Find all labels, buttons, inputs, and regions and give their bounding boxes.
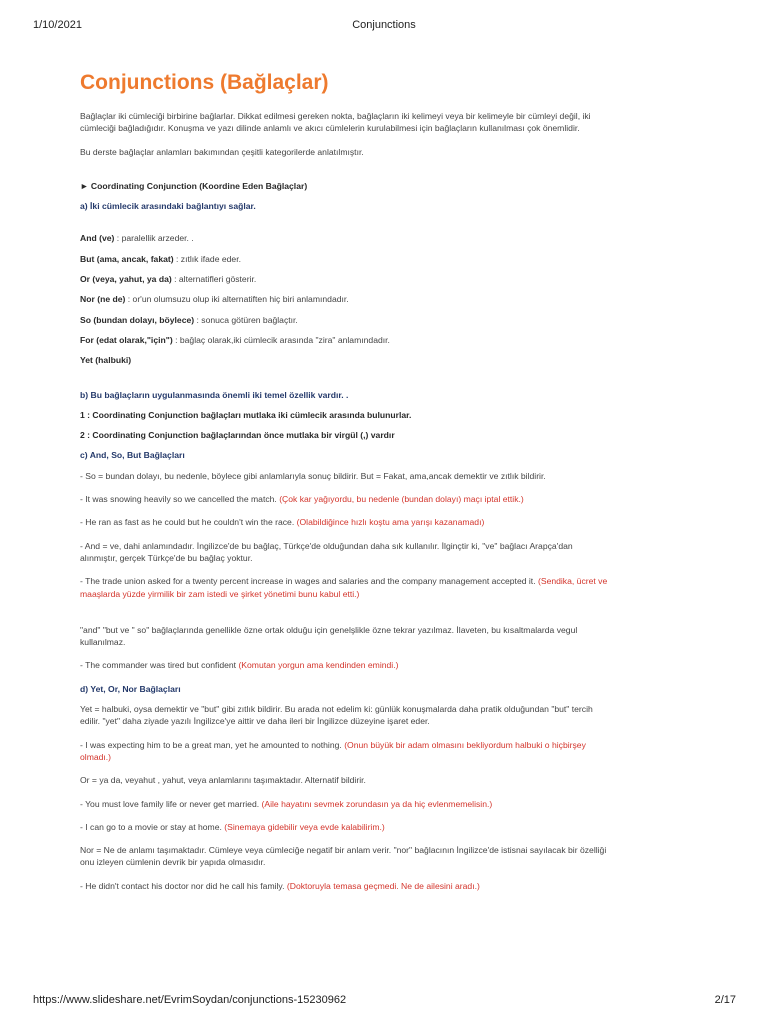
- conj-item: So (bundan dolayı, böylece) : sonuca götüren bağlaçtır.: [80, 314, 298, 325]
- print-date: 1/10/2021: [33, 19, 82, 31]
- example-sentence: - The trade union asked for a twenty percent increase in wages and salaries and the company management accepted it. (Sendika, ücret ve maaşlarda yüzde yirmilik bir zam istedi ve şirket yönetimi bunu kabul etti.): [80, 576, 608, 599]
- section-d-heading: d) Yet, Or, Nor Bağlaçları: [80, 683, 181, 694]
- section-coordinating-heading: ► Coordinating Conjunction (Koordine Eden Bağlaçlar): [80, 180, 308, 191]
- conj-item: Or (veya, yahut, ya da) : alternatifleri gösterir.: [80, 274, 257, 285]
- section-c-heading: c) And, So, But Bağlaçları: [80, 450, 185, 461]
- conj-item: But (ama, ancak, fakat) : zıtlık ifade eder.: [80, 253, 241, 264]
- intro-paragraph: Bağlaçlar iki cümleciği birbirine bağlarlar. Dikkat edilmesi gereken nokta, bağlaçların iki kelimeyi veya bir kelimeyle bir cümleyi değil, iki cümleciği bağladığıdır. Konuşma ve yazı dilinde anlamlı ve akıcı cümlelerin kurulabilmesi için bağlaçların kullanılması çok önemlidir.: [80, 111, 591, 134]
- example-sentence: - You must love family life or never get married. (Aile hayatını sevmek zorundasın ya da hiç evlenmemelisin.): [80, 798, 493, 809]
- conj-item: Nor (ne de) : or'un olumsuzu olup iki alternatiften hiç biri anlamındadır.: [80, 294, 349, 305]
- example-sentence: - It was snowing heavily so we cancelled the match. (Çok kar yağıyordu, bu nedenle (bundan dolayı) maçı iptal ettik.): [80, 494, 524, 505]
- intro-paragraph-2: Bu derste bağlaçlar anlamları bakımından çeşitli kategorilerde anlatılmıştır.: [80, 146, 364, 157]
- conj-item: And (ve) : paralellik arzeder. .: [80, 233, 194, 244]
- rule-1: 1 : Coordinating Conjunction bağlaçları mutlaka iki cümlecik arasında bulunurlar.: [80, 409, 412, 420]
- section-c-paragraph-2: - And = ve, dahi anlamındadır. İngilizce'de bu bağlaç, Türkçe'de olduğundan daha sık kullanılır. İlginçtir ki, "ve" bağlacı Arapça'dan alınmıştır, gerçek Türkçe'de bu bağlaç yoktur.: [80, 540, 573, 563]
- rule-2: 2 : Coordinating Conjunction bağlaçlarından önce mutlaka bir virgül (,) vardır: [80, 430, 395, 441]
- print-header-title: Conjunctions: [352, 19, 416, 31]
- section-d-paragraph-2: Or = ya da, veyahut , yahut, veya anlamlarını taşımaktadır. Alternatif bildirir.: [80, 775, 366, 786]
- example-sentence: - He didn't contact his doctor nor did he call his family. (Doktoruyla temasa geçmedi. Ne de ailesini aradı.): [80, 880, 480, 891]
- section-a-heading: a) İki cümlecik arasındaki bağlantıyı sağlar.: [80, 201, 256, 212]
- conj-item: Yet (halbuki): [80, 355, 132, 366]
- conj-item: For (edat olarak,"için") : bağlaç olarak,iki cümlecik arasında "zira" anlamındadır.: [80, 334, 390, 345]
- example-sentence: - I can go to a movie or stay at home. (Sinemaya gidebilir veya evde kalabilirim.): [80, 821, 385, 832]
- print-footer-url: https://www.slideshare.net/EvrimSoydan/conjunctions-15230962: [33, 994, 347, 1006]
- example-sentence: - I was expecting him to be a great man, yet he amounted to nothing. (Onun büyük bir adam olmasını bekliyordum halbuki o hiçbirşey olmadı.): [80, 739, 586, 762]
- section-c-paragraph-3: "and" "but ve " so" bağlaçlarında genellikle özne ortak olduğu için genelşlikle özne tekrar yazılmaz. İlaveten, bu kısaltmalarda vegul kullanılmaz.: [80, 624, 578, 648]
- example-sentence: - The commander was tired but confident (Komutan yorgun ama kendinden emindi.): [80, 660, 399, 671]
- example-sentence: - He ran as fast as he could but he couldn't win the race. (Olabildiğince hızlı koştu ama yarışı kazanamadı): [80, 517, 485, 528]
- section-c-paragraph: - So = bundan dolayı, bu nedenle, böylece gibi anlamlarıyla sonuç bildirir. But = Fakat, ama,ancak demektir ve zıtlık bildirir.: [80, 470, 546, 481]
- print-page-number: 2/17: [714, 994, 736, 1006]
- page-title: Conjunctions (Bağlaçlar): [80, 71, 329, 94]
- document-body: [80, 70, 610, 903]
- section-d-paragraph: Yet = halbuki, oysa demektir ve "but" gibi zıtlık bildirir. Bu arada not edelim ki: günlük konuşmalarda daha pratik olduğundan "but" tercih edilir. "yet" daha ziyade yazılı İngilizce'ye aittir ve daha ileri bir İngilizce düzeyine işaret eder.: [80, 704, 593, 727]
- section-d-paragraph-3: Nor = Ne de anlamı taşımaktadır. Cümleye veya cümleciğe negatif bir anlam verir. "nor" bağlacının İngilizce'de istisnai sayılacak bir özelliği onu izleyen cümlenin devrik bir yapıda olmasıdır.: [80, 845, 607, 868]
- section-b-heading: b) Bu bağlaçların uygulanmasında önemli iki temel özellik vardır. .: [80, 389, 349, 400]
